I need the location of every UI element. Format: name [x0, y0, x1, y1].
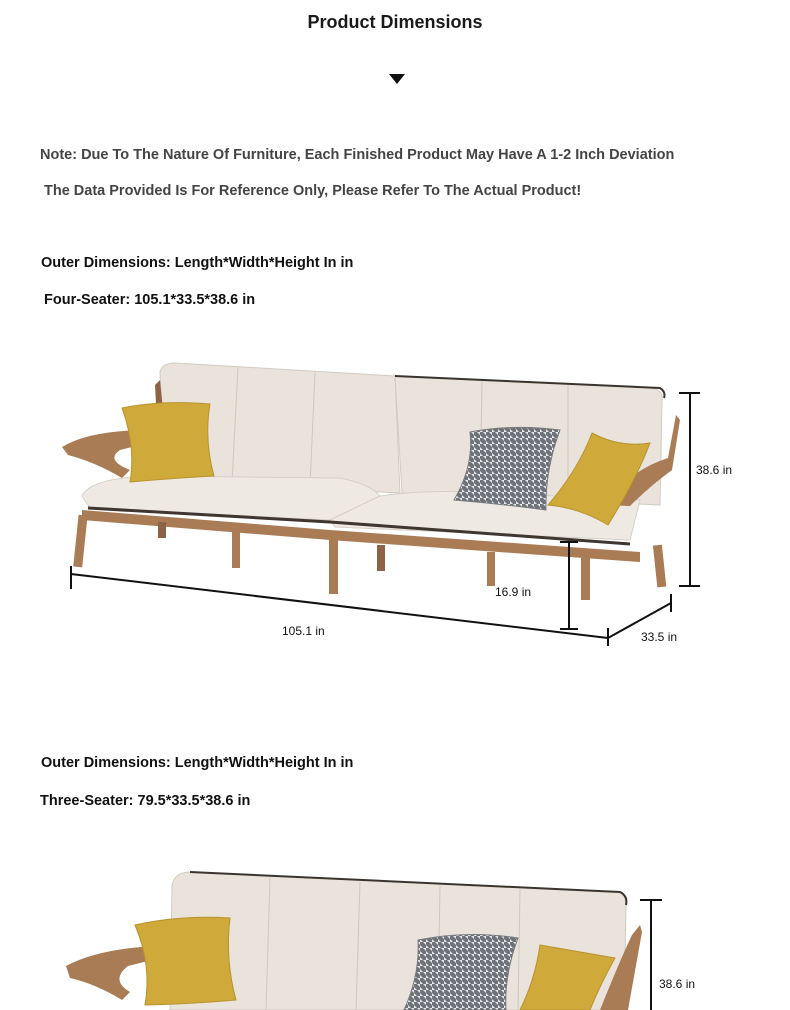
sofa-body [66, 872, 642, 1010]
height-label: 38.6 in [659, 977, 696, 991]
four-seater-spec: Four-Seater: 105.1*33.5*38.6 in [44, 292, 256, 308]
sofa-body [62, 363, 680, 600]
seat-height-label: 16.9 in [495, 585, 532, 599]
houndstooth-pillow [404, 934, 518, 1010]
caret-down-icon[interactable] [389, 74, 405, 84]
four-seater-dimensions-heading: Outer Dimensions: Length*Width*Height In in [41, 255, 354, 271]
length-label: 105.1 in [282, 624, 325, 638]
four-seater-sofa-diagram [0, 345, 790, 665]
three-seater-sofa-diagram [0, 860, 790, 1010]
three-seater-spec: Three-Seater: 79.5*33.5*38.6 in [40, 793, 251, 809]
depth-label: 33.5 in [641, 630, 678, 644]
height-label: 38.6 in [696, 463, 733, 477]
yellow-pillow-left [122, 403, 214, 482]
page-title: Product Dimensions [307, 12, 483, 32]
yellow-pillow-left [135, 917, 236, 1005]
dimension-lines [640, 900, 662, 1010]
three-seater-dimensions-heading: Outer Dimensions: Length*Width*Height In in [41, 755, 354, 771]
deviation-note: Note: Due To The Nature Of Furniture, Each Finished Product May Have A 1-2 Inch Deviation [40, 147, 675, 163]
reference-note: The Data Provided Is For Reference Only, Please Refer To The Actual Product! [44, 183, 582, 199]
